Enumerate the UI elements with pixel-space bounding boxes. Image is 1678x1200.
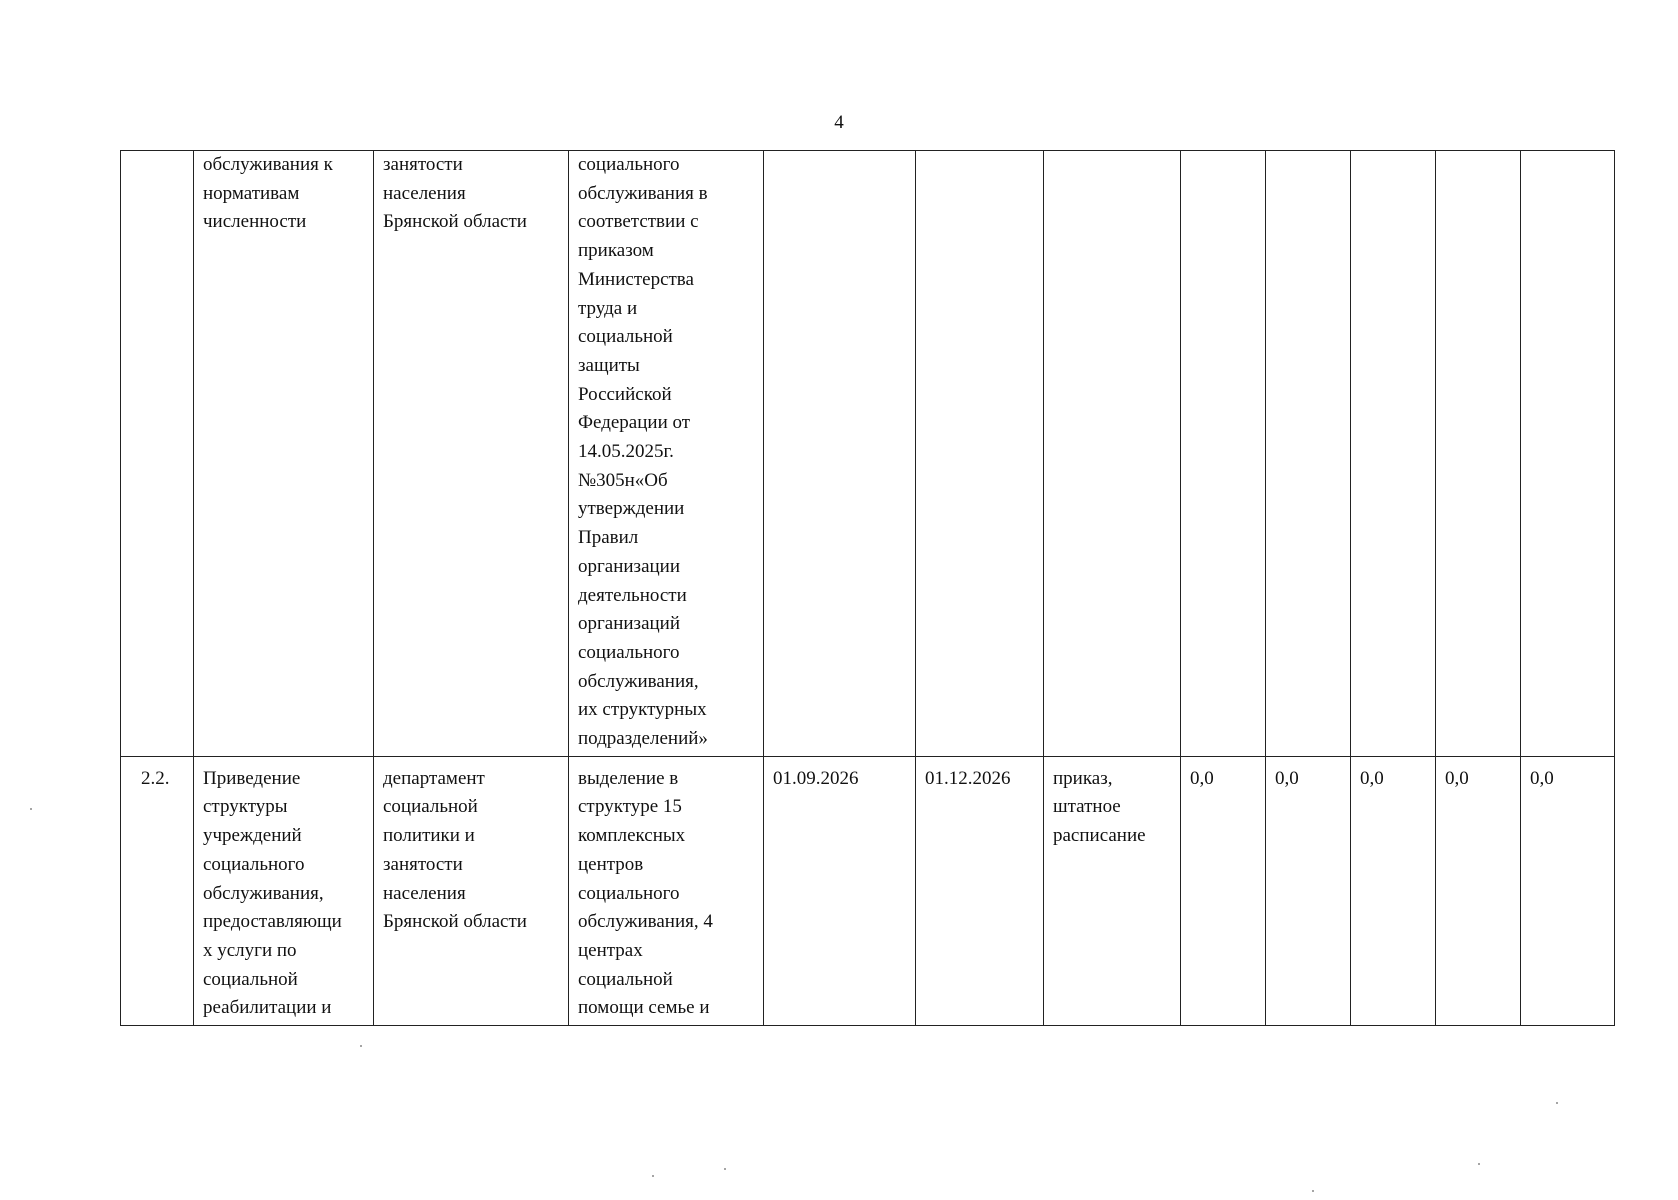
cell-line: Министерства <box>578 268 694 290</box>
cell-line: деятельности <box>578 584 687 606</box>
cell-line: приказом <box>578 240 654 262</box>
cell-value-1 <box>1181 151 1266 757</box>
cell-line: х услуги по <box>203 939 297 961</box>
cell-line: 14.05.2025г. <box>578 441 674 463</box>
cell-line: населения <box>383 882 466 904</box>
cell-line: Приведение <box>203 767 301 789</box>
cell-line: утверждении <box>578 498 685 520</box>
cell-name <box>194 756 374 1025</box>
cell-start-date: 01.09.2026 <box>764 756 916 1025</box>
cell-line: занятости <box>383 853 463 875</box>
cell-number: 2.2. <box>121 756 194 1025</box>
cell-document <box>1044 151 1181 757</box>
cell-line: социального <box>578 882 680 904</box>
cell-value-5: 0,0 <box>1521 756 1615 1025</box>
cell-line: соответствии с <box>578 211 699 233</box>
cell-line: нормативам <box>203 182 300 204</box>
cell-line: политики и <box>383 825 475 847</box>
cell-line: социальной <box>578 326 673 348</box>
scan-speck <box>652 1175 654 1177</box>
cell-line: центров <box>578 853 644 875</box>
page-number: 4 <box>834 112 844 133</box>
cell-line: обслуживания к <box>203 154 333 175</box>
cell-value-1: 0,0 <box>1181 756 1266 1025</box>
scan-speck <box>1556 1102 1558 1104</box>
cell-end-date <box>916 151 1044 757</box>
measures-table <box>120 150 1615 1026</box>
cell-responsible <box>374 756 569 1025</box>
cell-line: социального <box>578 154 680 175</box>
table-row <box>121 151 1615 757</box>
cell-line: расписание <box>1053 825 1146 847</box>
cell-value-2 <box>1266 151 1351 757</box>
cell-line: организации <box>578 555 681 577</box>
cell-line: центрах <box>578 939 643 961</box>
cell-line: Федерации от <box>578 412 691 434</box>
cell-line: Брянской области <box>383 211 527 233</box>
cell-line: их структурных <box>578 699 707 721</box>
cell-line: защиты <box>578 354 640 376</box>
cell-value-4 <box>1436 151 1521 757</box>
cell-line: организаций <box>578 613 681 635</box>
cell-value-3: 0,0 <box>1351 756 1436 1025</box>
cell-value-5 <box>1521 151 1615 757</box>
scan-speck <box>724 1168 726 1170</box>
cell-line: обслуживания, 4 <box>578 911 713 933</box>
cell-line: социального <box>578 641 680 663</box>
scan-speck <box>360 1045 362 1047</box>
cell-line: социальной <box>203 968 298 990</box>
cell-line: труда и <box>578 297 638 319</box>
cell-result <box>569 756 764 1025</box>
scan-speck <box>30 808 32 810</box>
cell-line: штатное <box>1053 796 1121 818</box>
cell-value-4: 0,0 <box>1436 756 1521 1025</box>
cell-start-date <box>764 151 916 757</box>
cell-line: учреждений <box>203 825 302 847</box>
cell-line: помощи семье и <box>578 997 710 1019</box>
cell-name <box>194 151 374 757</box>
scan-speck <box>1312 1190 1314 1192</box>
cell-line: обслуживания, <box>578 670 699 692</box>
cell-line: предоставляющи <box>203 911 342 933</box>
cell-line: Правил <box>578 527 639 549</box>
cell-line: социальной <box>383 796 478 818</box>
cell-line: приказ, <box>1053 767 1113 789</box>
cell-line: Российской <box>578 383 672 405</box>
cell-line: комплексных <box>578 825 686 847</box>
cell-result <box>569 151 764 757</box>
cell-line: структуры <box>203 796 288 818</box>
cell-value-3 <box>1351 151 1436 757</box>
cell-line: реабилитации и <box>203 997 332 1019</box>
cell-line: подразделений» <box>578 728 708 750</box>
cell-line: численности <box>203 211 307 233</box>
cell-line: Брянской области <box>383 911 527 933</box>
cell-line: выделение в <box>578 767 679 789</box>
cell-line: обслуживания, <box>203 882 324 904</box>
cell-responsible <box>374 151 569 757</box>
cell-line: социального <box>203 853 305 875</box>
cell-line: №305н«Об <box>578 469 668 491</box>
scan-speck <box>1478 1163 1480 1165</box>
cell-line: населения <box>383 182 466 204</box>
cell-document <box>1044 756 1181 1025</box>
cell-line: департамент <box>383 767 485 789</box>
cell-end-date: 01.12.2026 <box>916 756 1044 1025</box>
cell-number <box>121 151 194 757</box>
cell-line: структуре 15 <box>578 796 682 818</box>
cell-line: социальной <box>578 968 673 990</box>
cell-line: обслуживания в <box>578 182 708 204</box>
cell-value-2: 0,0 <box>1266 756 1351 1025</box>
table-row <box>121 756 1615 1025</box>
cell-line: занятости <box>383 154 463 175</box>
